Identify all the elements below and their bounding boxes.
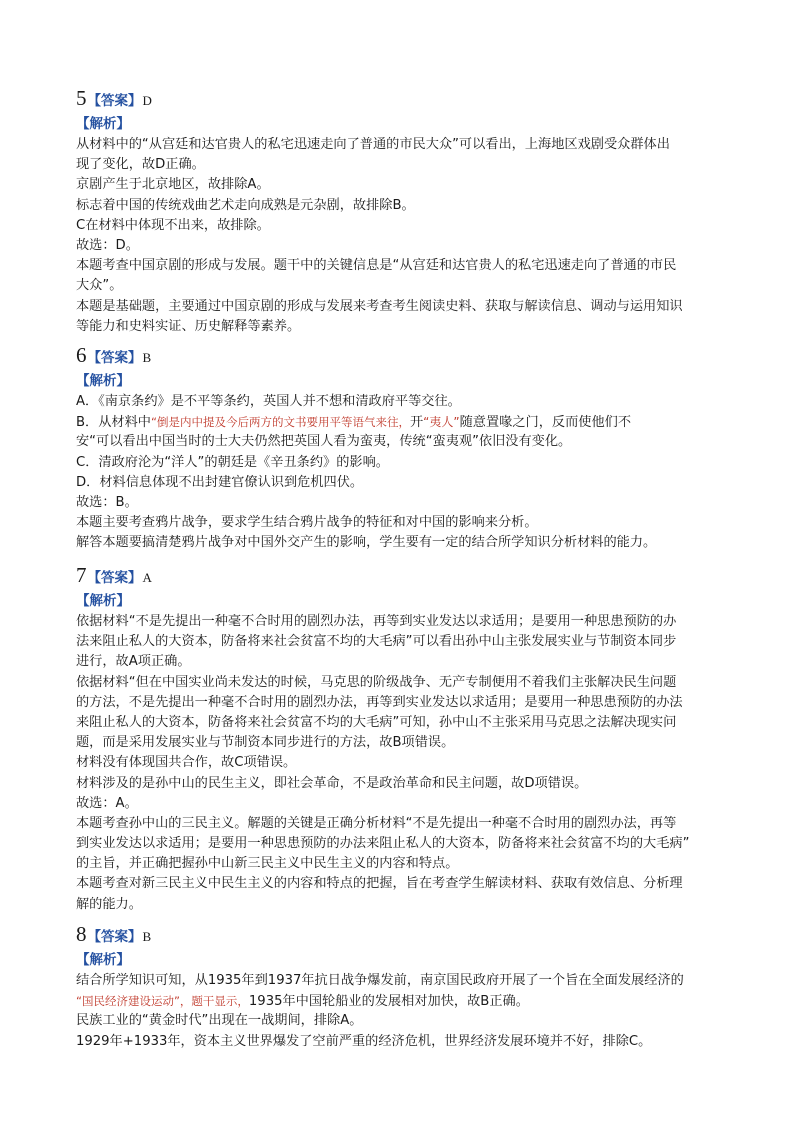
text-line: 故选：B。 bbox=[76, 494, 138, 510]
text-line: 材料涉及的是孙中山的民生主义，即社会革命，不是政治革命和民主问题，故D项错误。 bbox=[76, 775, 588, 791]
text-line: 现了变化，故D正确。 bbox=[76, 157, 205, 173]
text-line: 本题是基础题，主要通过中国京剧的形成与发展来考查考生阅读史料、获取与解读信息、调动与运用知识 bbox=[76, 298, 683, 314]
answer-line bbox=[76, 343, 726, 367]
highlighted-quote: “夷人” bbox=[423, 415, 460, 430]
question-8 bbox=[76, 922, 726, 1052]
text-line: 1929年+1933年，资本主义世界爆发了空前严重的经济危机，世界经济发展环境并不好，排除C。 bbox=[76, 1033, 652, 1049]
text-line: 依据材料“不是先提出一种毫不合时用的剧烈办法，再等到实业发达以求适用；是要用一种思患预防的办 bbox=[76, 614, 677, 629]
text-line: 故选：D。 bbox=[76, 237, 139, 253]
text-line: D．材料信息体现不出封建官僚认识到危机四伏。 bbox=[76, 474, 364, 490]
highlighted-quote: “国民经济建设运动”，题干显示， bbox=[76, 994, 249, 1009]
answer-line bbox=[76, 922, 726, 946]
analysis-text bbox=[76, 135, 726, 337]
question-number: 6 bbox=[76, 343, 87, 367]
text-segment: B．从材料中 bbox=[76, 415, 151, 431]
question-6 bbox=[76, 343, 726, 554]
question-7 bbox=[76, 563, 726, 915]
analysis-label: 【解析】 bbox=[76, 373, 130, 389]
answer-value: D bbox=[142, 93, 152, 108]
answer-label: 【答案】 bbox=[87, 350, 142, 366]
text-segment: 1935年中国轮船业的发展相对加快，故B正确。 bbox=[248, 994, 529, 1010]
text-line: 法来阻止私人的大资本，防备将来社会贫富不均的大毛病”可以看出孙中山主张发展实业与节制资本同步 bbox=[76, 634, 677, 650]
text-line: C．清政府沦为“洋人”的朝廷是《辛丑条约》的影响。 bbox=[76, 454, 389, 470]
text-line: 材料没有体现国共合作，故C项错误。 bbox=[76, 755, 297, 771]
text-line: 标志着中国的传统戏曲艺术走向成熟是元杂剧，故排除B。 bbox=[76, 197, 415, 213]
text-line: 的方法，不是先提出一种毫不合时用的剧烈办法，再等到实业发达以求适用；是要用一种思患预防的办法 bbox=[76, 694, 683, 710]
text-line: 解答本题要搞清楚鸦片战争对中国外交产生的影响，学生要有一定的结合所学知识分析材料的能力。 bbox=[76, 535, 657, 551]
text-line: A．《南京条约》是不平等条约，英国人并不想和清政府平等交往。 bbox=[76, 394, 461, 409]
answer-value: A bbox=[142, 570, 152, 585]
text-line: 民族工业的“黄金时代”出现在一战期间，排除A。 bbox=[76, 1013, 363, 1029]
highlighted-quote: “倒是内中提及今后两方的文书要用平等语气来往， bbox=[150, 415, 410, 430]
text-line: 本题主要考查鸦片战争，要求学生结合鸦片战争的特征和对中国的影响来分析。 bbox=[76, 515, 538, 531]
text-line: 结合所学知识可知，从1935年到1937年抗日战争爆发前，南京国民政府开展了一个旨在全面发展经济的 bbox=[76, 973, 684, 988]
question-number: 5 bbox=[76, 86, 87, 110]
answer-value: B bbox=[142, 350, 152, 365]
text-line bbox=[76, 991, 726, 1011]
text-line: 京剧产生于北京地区，故排除A。 bbox=[76, 177, 270, 193]
text-line: 进行，故A项正确。 bbox=[76, 654, 191, 670]
text-line: 到实业发达以求适用；是要用一种思患预防的办法来阻止私人的大资本，防备将来社会贫富不均的大毛病” bbox=[76, 836, 690, 852]
analysis-text bbox=[76, 392, 726, 554]
text-line bbox=[76, 412, 726, 432]
text-segment: 开 bbox=[409, 415, 424, 431]
analysis-label: 【解析】 bbox=[76, 952, 130, 968]
text-line: 题，而是采用发展实业与节制资本同步进行的方法，故B项错误。 bbox=[76, 735, 455, 751]
text-line: 来阻止私人的大资本，防备将来社会贫富不均的大毛病”可知，孙中山不主张采用马克思之法解决现实问 bbox=[76, 714, 677, 730]
text-line: C在材料中体现不出来，故排除。 bbox=[76, 217, 270, 233]
text-segment: 随意置喙之门，反而使他们不 bbox=[459, 415, 632, 431]
text-line: 大众”。 bbox=[76, 278, 123, 294]
text-line: 的主旨，并正确把握孙中山新三民主义中民生主义的内容和特点。 bbox=[76, 856, 459, 872]
answer-label: 【答案】 bbox=[87, 929, 142, 945]
answer-line bbox=[76, 86, 726, 110]
answer-value: B bbox=[142, 929, 152, 944]
question-5 bbox=[76, 86, 726, 337]
text-line: 本题考查对新三民主义中民生主义的内容和特点的把握，旨在考查学生解读材料、获取有效信息、分析理 bbox=[76, 876, 683, 892]
text-line: 本题考查中国京剧的形成与发展。题干中的关键信息是“从宫廷和达官贵人的私宅迅速走向了普通的市民 bbox=[76, 258, 677, 274]
text-line: 解的能力。 bbox=[76, 896, 142, 912]
text-line: 等能力和史料实证、历史解释等素养。 bbox=[76, 318, 301, 334]
text-line: 本题考查孙中山的三民主义。解题的关键是正确分析材料“不是先提出一种毫不合时用的剧烈办法，再等 bbox=[76, 815, 677, 831]
answer-label: 【答案】 bbox=[87, 93, 142, 109]
answer-line bbox=[76, 563, 726, 587]
analysis-label: 【解析】 bbox=[76, 116, 130, 132]
analysis-text bbox=[76, 612, 726, 915]
answer-label: 【答案】 bbox=[87, 570, 142, 586]
analysis-label: 【解析】 bbox=[76, 593, 130, 609]
question-number: 8 bbox=[76, 922, 87, 946]
text-line: 从材料中的“从宫廷和达官贵人的私宅迅速走向了普通的市民大众”可以看出，上海地区戏剧受众群体出 bbox=[76, 137, 670, 152]
text-line: 故选：A。 bbox=[76, 795, 138, 811]
text-line: 安“可以看出中国当时的士大夫仍然把英国人看为蛮夷，传统“蛮夷观”依旧没有变化。 bbox=[76, 434, 572, 450]
text-line: 依据材料“但在中国实业尚未发达的时候，马克思的阶级战争、无产专制便用不着我们主张解决民生问题 bbox=[76, 674, 677, 690]
analysis-text bbox=[76, 971, 726, 1052]
question-number: 7 bbox=[76, 563, 87, 587]
